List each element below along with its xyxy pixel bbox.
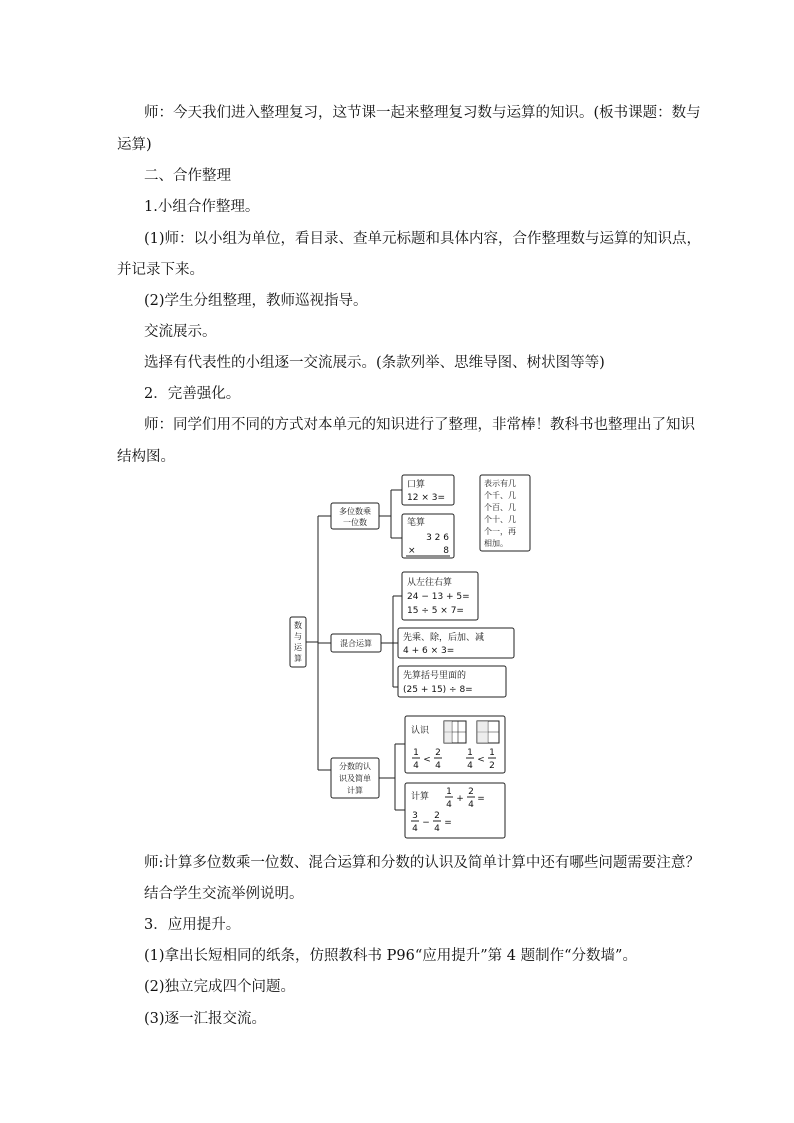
- mixed-ltr-expr-2: 15 ÷ 5 × 7=: [407, 606, 464, 616]
- root-connectors: [306, 516, 331, 770]
- branch-fraction-label-3: 计算: [347, 786, 363, 795]
- fraction-recognition-title: 认识: [411, 726, 430, 736]
- branch-fraction-label-1: 分数的认: [339, 762, 371, 771]
- written-calc-title: 笔算: [407, 518, 426, 528]
- written-calc-row1: 3 2 6: [426, 533, 449, 543]
- step-3-2: (2)独立完成四个问题。: [144, 979, 296, 995]
- teacher-question-line1: 师:计算多位数乘一位数、混合运算和分数的认识及简单计算中还有哪些问题需要注意？: [144, 855, 700, 871]
- calc2-a-den: 4: [412, 824, 418, 834]
- compare1-b-den: 4: [435, 761, 441, 771]
- calc2-a-num: 3: [412, 811, 418, 821]
- calc1-op: +: [456, 794, 464, 804]
- exchange-detail: 选择有代表性的小组逐一交流展示。(条款列举、思维导图、树状图等等): [144, 355, 605, 371]
- oral-calc-title: 口算: [407, 480, 426, 490]
- step-3-title: 3．应用提升。: [144, 917, 241, 933]
- calc2-op: −: [422, 818, 430, 828]
- fraction-square-quarters: [444, 721, 466, 743]
- step-1-title: 1.小组合作整理。: [144, 199, 260, 215]
- teacher-question-line2: 结合学生交流举例说明。: [144, 886, 304, 902]
- step-2-title: 2．完善强化。: [144, 386, 241, 402]
- branch-multiply-connectors: [379, 490, 402, 538]
- teacher-intro-line2: 运算): [117, 137, 152, 153]
- root-char-2: 与: [294, 632, 302, 641]
- branch-multiply-label-1: 多位数乘: [339, 507, 371, 516]
- compare2-b-den: 2: [489, 761, 495, 771]
- knowledge-structure-diagram: [287, 472, 533, 844]
- written-calc-row2: 8: [443, 546, 449, 556]
- branch-fraction-label-2: 识及简单: [339, 774, 371, 783]
- calc2-eq: =: [444, 818, 452, 828]
- calc1-b-den: 4: [468, 800, 474, 810]
- mixed-paren-rule: 先算括号里面的: [403, 671, 467, 681]
- step-3-3: (3)逐一汇报交流。: [144, 1011, 267, 1027]
- mixed-paren-expr: (25 + 15) ÷ 8=: [403, 685, 473, 695]
- compare2-b-num: 1: [489, 748, 495, 758]
- calc1-eq: =: [477, 794, 485, 804]
- step-1-1-line1: (1)师：以小组为单位，看目录、查单元标题和具体内容，合作整理数与运算的知识点，: [144, 231, 702, 247]
- calc2-b-num: 2: [434, 811, 440, 821]
- compare2-a-num: 1: [467, 748, 473, 758]
- multiply-note-line-5: 个一，再: [484, 527, 516, 536]
- written-calc-times: ×: [408, 546, 416, 556]
- step-3-1: (1)拿出长短相同的纸条，仿照教科书 P96“应用提升”第 4 题制作“分数墙”。: [144, 948, 637, 964]
- multiply-note-line-2: 个千、几: [484, 491, 516, 500]
- calc1-a-num: 1: [446, 787, 452, 797]
- step-2-line2: 结构图。: [117, 449, 175, 465]
- branch-mixed-label: 混合运算: [340, 639, 372, 648]
- multiply-note-line-1: 表示有几: [484, 479, 516, 488]
- compare2-a-den: 4: [467, 761, 473, 771]
- root-char-3: 运: [294, 643, 302, 652]
- compare2-op: <: [477, 755, 485, 765]
- fraction-square-halves: [477, 721, 499, 743]
- compare1-b-num: 2: [435, 748, 441, 758]
- branch-multiply-label-2: 一位数: [343, 518, 367, 527]
- branch-fraction-connectors: [379, 744, 405, 810]
- compare1-op: <: [423, 755, 431, 765]
- compare1-a-den: 4: [413, 761, 419, 771]
- root-char-4: 算: [294, 654, 302, 663]
- calc1-b-num: 2: [468, 787, 474, 797]
- compare1-a-num: 1: [413, 748, 419, 758]
- calc2-b-den: 4: [434, 824, 440, 834]
- exchange-title: 交流展示。: [144, 324, 217, 340]
- mixed-order-rule: 先乘、除，后加、减: [403, 633, 485, 643]
- section-heading-2: 二、合作整理: [144, 168, 231, 184]
- root-char-1: 数: [294, 621, 302, 630]
- oral-calc-expr: 12 × 3=: [407, 493, 445, 503]
- teacher-intro-line1: 师：今天我们进入整理复习，这节课一起来整理复习数与运算的知识。(板书课题：数与: [144, 105, 701, 121]
- step-1-2: (2)学生分组整理，教师巡视指导。: [144, 293, 368, 309]
- multiply-note-line-4: 个十、几: [484, 515, 516, 524]
- step-2-line1: 师：同学们用不同的方式对本单元的知识进行了整理，非常棒！教科书也整理出了知识: [144, 417, 695, 433]
- mixed-order-expr: 4 + 6 × 3=: [403, 646, 455, 656]
- multiply-note-line-3: 个百、几: [484, 503, 516, 512]
- fraction-calc-title: 计算: [411, 792, 430, 802]
- step-1-1-line2: 并记录下来。: [117, 262, 204, 278]
- calc1-a-den: 4: [446, 800, 452, 810]
- mixed-ltr-expr-1: 24 − 13 + 5=: [407, 592, 470, 602]
- multiply-note-line-6: 相加。: [484, 539, 508, 548]
- mixed-ltr-rule: 从左往右算: [407, 578, 453, 588]
